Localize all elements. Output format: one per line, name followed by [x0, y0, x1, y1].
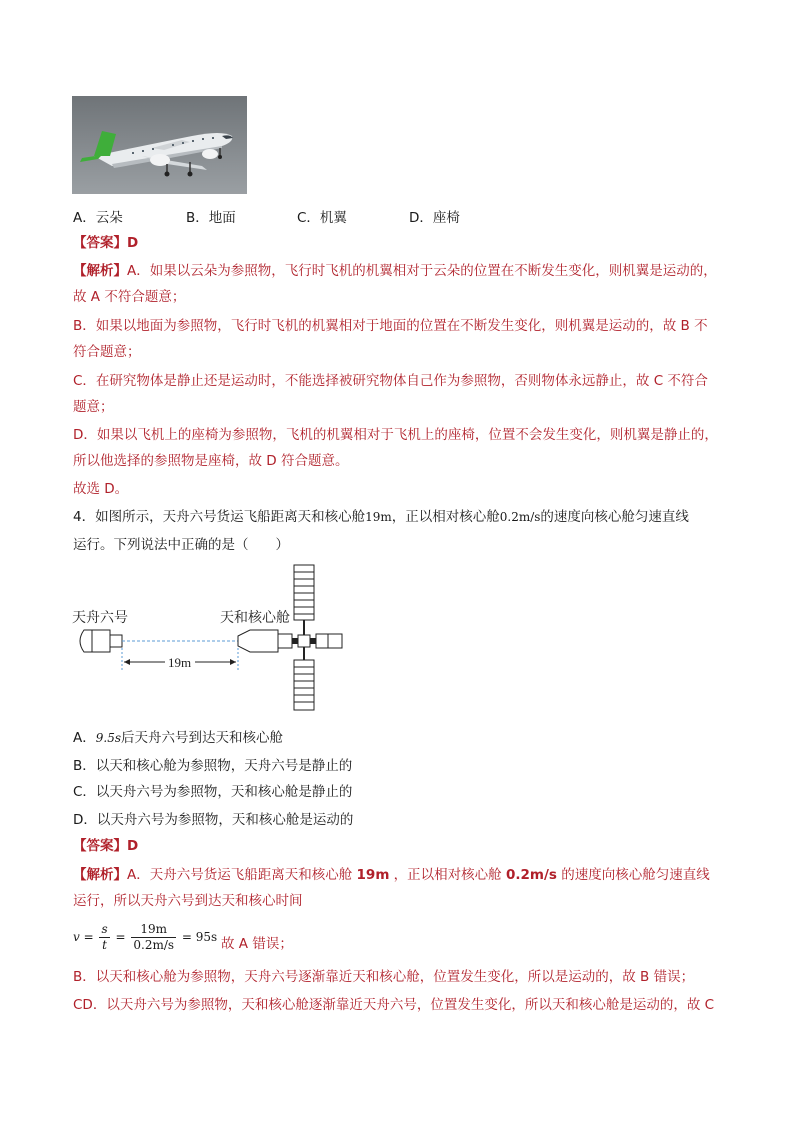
option-letter: A．	[73, 730, 96, 746]
q4-stem-line-2: 运行。下列说法中正确的是（ ）	[73, 537, 289, 553]
q4-analysis-b: B．以天和核心舱为参照物，天舟六号逐渐靠近天和核心舱，位置发生变化，所以是运动的，故 B 错误；	[73, 969, 695, 985]
stem-text: 的速度向核心舱匀速直线	[540, 509, 689, 525]
formula-equals: =	[115, 930, 126, 944]
stem-speed: 0.2m/s	[499, 510, 541, 524]
q3-analysis-line: 符合题意；	[73, 344, 141, 360]
q4-analysis-line-1	[73, 865, 710, 885]
answer-value: D	[127, 838, 139, 854]
q4-analysis-line-2: 运行，所以天舟六号到达天和核心时间	[73, 893, 303, 909]
distance-label: 19m	[168, 655, 192, 670]
label-cargo: 天舟六号	[72, 611, 128, 626]
airplane-photo	[72, 96, 247, 194]
answer-tag: 【答案】	[73, 235, 127, 251]
formula-denominator: 0.2m/s	[133, 938, 175, 952]
option-time: 9.5s	[95, 731, 121, 745]
q3-option-b: B．地面	[186, 210, 236, 226]
q3-option-c: C．机翼	[297, 210, 347, 226]
answer-tag: 【答案】	[73, 838, 127, 854]
analysis-text: A．如果以云朵为参照物，飞行时飞机的机翼相对于云朵的位置在不断发生变化，则机翼是运动的，	[127, 263, 717, 279]
q3-analysis-line: 题意；	[73, 399, 114, 415]
formula-result: = 95s	[181, 930, 218, 944]
label-station: 天和核心舱	[220, 611, 290, 626]
q3-analysis-line: D．如果以飞机上的座椅为参照物，飞机的机翼相对于飞机上的座椅，位置不会发生变化，则机翼是静止的，	[73, 427, 718, 443]
answer-value: D	[127, 235, 139, 251]
time-formula	[73, 922, 293, 953]
q3-option-d: D．座椅	[409, 210, 460, 226]
q4-analysis-cd: CD．以天舟六号为参照物，天和核心舱逐渐靠近天舟六号，位置发生变化，所以天和核心舱是运动的，故 C	[73, 997, 715, 1013]
analysis-distance: 19m	[356, 867, 390, 883]
formula-t: t	[102, 938, 107, 952]
analysis-tag: 【解析】	[73, 867, 127, 883]
q3-answer-line	[73, 233, 138, 253]
stem-distance: 19m	[365, 510, 392, 524]
q4-option-d: D．以天舟六号为参照物，天和核心舱是运动的	[73, 812, 354, 828]
analysis-text: A．天舟六号货运飞船距离天和核心舱	[127, 867, 357, 883]
q3-option-a: A．云朵	[73, 210, 123, 226]
fraction-s-over-t	[99, 922, 109, 953]
formula-numerator: 19m	[131, 922, 176, 938]
q4-option-b: B．以天和核心舱为参照物，天舟六号是静止的	[73, 758, 353, 774]
analysis-text: ，正以相对核心舱	[389, 867, 506, 883]
q3-analysis-line: 故 A 不符合题意；	[73, 289, 186, 305]
analysis-text: 的速度向核心舱匀速直线	[556, 867, 710, 883]
q3-analysis-line: B．如果以地面为参照物，飞行时飞机的机翼相对于地面的位置在不断发生变化，则机翼是运动的，故 B 不	[73, 318, 708, 334]
q3-analysis-line	[73, 261, 717, 281]
fraction-values	[131, 922, 176, 953]
q4-option-a	[73, 728, 283, 748]
stem-text: 4．如图所示，天舟六号货运飞船距离天和核心舱	[73, 509, 366, 525]
q3-conclusion: 故选 D。	[73, 481, 129, 497]
q3-analysis-line: C．在研究物体是静止还是运动时，不能选择被研究物体自己作为参照物，否则物体永远静止，故 C 不符合	[73, 373, 708, 389]
q4-stem-line-1	[73, 507, 689, 527]
q4-option-c: C．以天舟六号为参照物，天和核心舱是静止的	[73, 784, 353, 800]
option-text: 后天舟六号到达天和核心舱	[121, 730, 283, 746]
q4-answer-line	[73, 836, 138, 856]
formula-conclusion: 故 A 错误；	[221, 936, 293, 952]
q3-analysis-line: 所以他选择的参照物是座椅，故 D 符合题意。	[73, 453, 349, 469]
docking-figure	[70, 560, 370, 715]
stem-text: ，正以相对核心舱	[391, 509, 500, 525]
formula-s: s	[101, 922, 108, 936]
analysis-speed: 0.2m/s	[505, 867, 557, 883]
analysis-tag: 【解析】	[73, 263, 127, 279]
formula-lhs: v =	[73, 930, 94, 944]
